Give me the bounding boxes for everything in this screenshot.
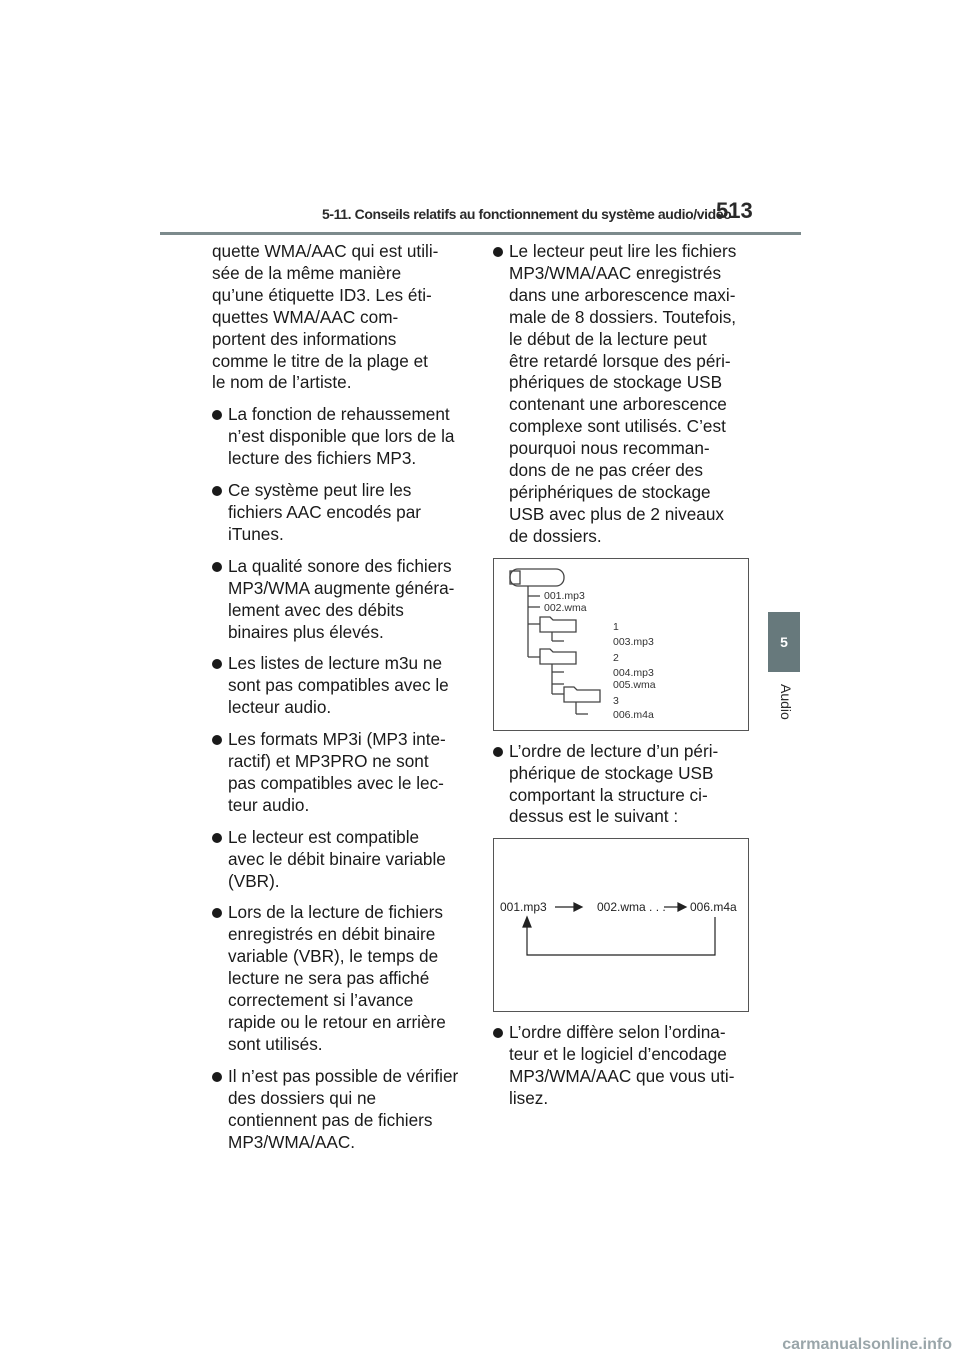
text-line: lecture des fichiers MP3. [228, 448, 417, 469]
page-number: 513 [716, 198, 753, 223]
text-line: portent des informations [212, 328, 397, 349]
text-line: teur audio. [228, 794, 310, 815]
chapter-label: Audio [778, 684, 794, 720]
play-order-diagram [494, 839, 748, 1011]
text-line: qu’une étiquette ID3. Les éti- [212, 284, 432, 305]
folder-label: 3 [613, 694, 619, 707]
file-label: 002.wma [544, 601, 587, 614]
text-line: phériques de stockage USB [509, 372, 723, 393]
text-line: être retardé lorsque des péri- [509, 350, 731, 371]
play-order-figure [493, 838, 749, 1012]
bullet-enhancement [212, 404, 470, 470]
text-line: lecteur audio. [228, 697, 332, 718]
text-line: Ce système peut lire les [228, 480, 412, 501]
text-line: lisez. [509, 1088, 549, 1109]
text-line: variable (VBR), le temps de [228, 946, 439, 967]
text-line: contenant une arborescence [509, 394, 727, 415]
left-column [212, 241, 470, 1163]
text-line: sont utilisés. [228, 1033, 323, 1054]
chapter-tab[interactable]: 5 [768, 612, 800, 672]
text-line: comme le titre de la plage et [212, 350, 428, 371]
text-line: contiennent pas de fichiers [228, 1109, 433, 1130]
loop-back-line [527, 917, 715, 955]
text-line: le début de la lecture peut [509, 328, 707, 349]
text-line: n’est disponible que lors de la [228, 426, 455, 447]
file-label: 001.mp3 [544, 589, 585, 602]
folder-icon [540, 649, 576, 664]
text-line: iTunes. [228, 523, 284, 544]
text-line: lecture ne sera pas affiché [228, 968, 430, 989]
bullet-mp3i [212, 729, 470, 817]
text-line: sée de la même manière [212, 262, 402, 283]
order-last: 006.m4a [690, 900, 737, 915]
text-line: MP3/WMA augmente généra- [228, 577, 455, 598]
bullet-order-differs [493, 1022, 755, 1110]
text-line: dessus est le suivant : [509, 806, 679, 827]
folder-tree-diagram [494, 559, 748, 730]
text-line: pourquoi nous recomman- [509, 438, 710, 459]
arrowhead-icon [523, 917, 531, 927]
file-label: 005.wma [613, 678, 656, 691]
header-divider [160, 232, 801, 235]
text-line: correctement si l’avance [228, 990, 414, 1011]
text-line: fichiers AAC encodés par [228, 501, 421, 522]
text-line: La qualité sonore des fichiers [228, 555, 452, 576]
text-line: quettes WMA/AAC com- [212, 306, 399, 327]
text-line: Le lecteur peut lire les fichiers [509, 241, 737, 261]
intro-paragraph [212, 241, 470, 394]
text-line: rapide ou le retour en arrière [228, 1012, 446, 1032]
arrowhead-icon [678, 903, 686, 911]
text-line: complexe sont utilisés. C’est [509, 416, 726, 437]
text-line: quette WMA/AAC qui est utili- [212, 241, 439, 261]
text-line: MP3/WMA/AAC enregistrés [509, 262, 722, 283]
text-line: USB avec plus de 2 niveaux [509, 503, 724, 524]
bullet-sound-quality [212, 556, 470, 644]
folder-icon [564, 687, 600, 702]
bullet-m3u [212, 653, 470, 719]
file-label: 003.mp3 [613, 635, 654, 648]
section-title: 5-11. Conseils relatifs au fonctionnement du système audio/vidéo [322, 206, 732, 222]
bullet-empty-folders [212, 1066, 470, 1154]
arrowhead-icon [574, 903, 582, 911]
folder-label: 1 [613, 620, 619, 633]
bullet-vbr [212, 827, 470, 893]
order-first: 001.mp3 [500, 900, 547, 915]
watermark: carmanualsonline.info [782, 1336, 952, 1353]
text-line: male de 8 dossiers. Toutefois, [509, 306, 737, 327]
text-line: L’ordre de lecture d’un péri- [509, 740, 719, 761]
text-line: le nom de l’artiste. [212, 372, 352, 393]
text-line: Les formats MP3i (MP3 inte- [228, 729, 446, 750]
text-line: MP3/WMA/AAC. [228, 1131, 356, 1152]
text-line: pas compatibles avec le lec- [228, 772, 444, 793]
usb-folder-tree-figure [493, 558, 749, 731]
text-line: Les listes de lecture m3u ne [228, 653, 443, 674]
folder-icon [540, 617, 576, 632]
text-line: lement avec des débits [228, 599, 404, 620]
right-column [493, 241, 755, 1120]
text-line: teur et le logiciel d’encodage [509, 1044, 727, 1065]
bullet-play-order [493, 741, 755, 829]
text-line: comportant la structure ci- [509, 784, 708, 805]
text-line: des dossiers qui ne [228, 1087, 377, 1108]
text-line: dans une arborescence maxi- [509, 284, 736, 305]
text-line: périphériques de stockage [509, 481, 711, 502]
bullet-vbr-time [212, 902, 470, 1055]
bullet-folder-depth [493, 241, 755, 548]
order-middle: 002.wma . . . [597, 900, 666, 915]
text-line: MP3/WMA/AAC que vous uti- [509, 1066, 735, 1087]
text-line: binaires plus élevés. [228, 621, 384, 642]
text-line: Il n’est pas possible de vérifier [228, 1065, 459, 1086]
text-line: de dossiers. [509, 525, 602, 546]
text-line: La fonction de rehaussement [228, 404, 450, 425]
text-line: Lors de la lecture de fichiers [228, 902, 443, 923]
text-line: avec le débit binaire variable [228, 848, 446, 869]
text-line: enregistrés en débit binaire [228, 924, 436, 945]
text-line: ractif) et MP3PRO ne sont [228, 751, 429, 772]
text-line: L’ordre diffère selon l’ordina- [509, 1022, 726, 1043]
text-line: sont pas compatibles avec le [228, 675, 449, 696]
text-line: dons de ne pas créer des [509, 460, 703, 481]
file-label: 004.mp3 [613, 666, 654, 679]
bullet-aac-itunes [212, 480, 470, 546]
text-line: (VBR). [228, 870, 280, 891]
text-line: Le lecteur est compatible [228, 826, 420, 847]
folder-label: 2 [613, 651, 619, 664]
file-label: 006.m4a [613, 708, 654, 721]
text-line: phérique de stockage USB [509, 762, 714, 783]
